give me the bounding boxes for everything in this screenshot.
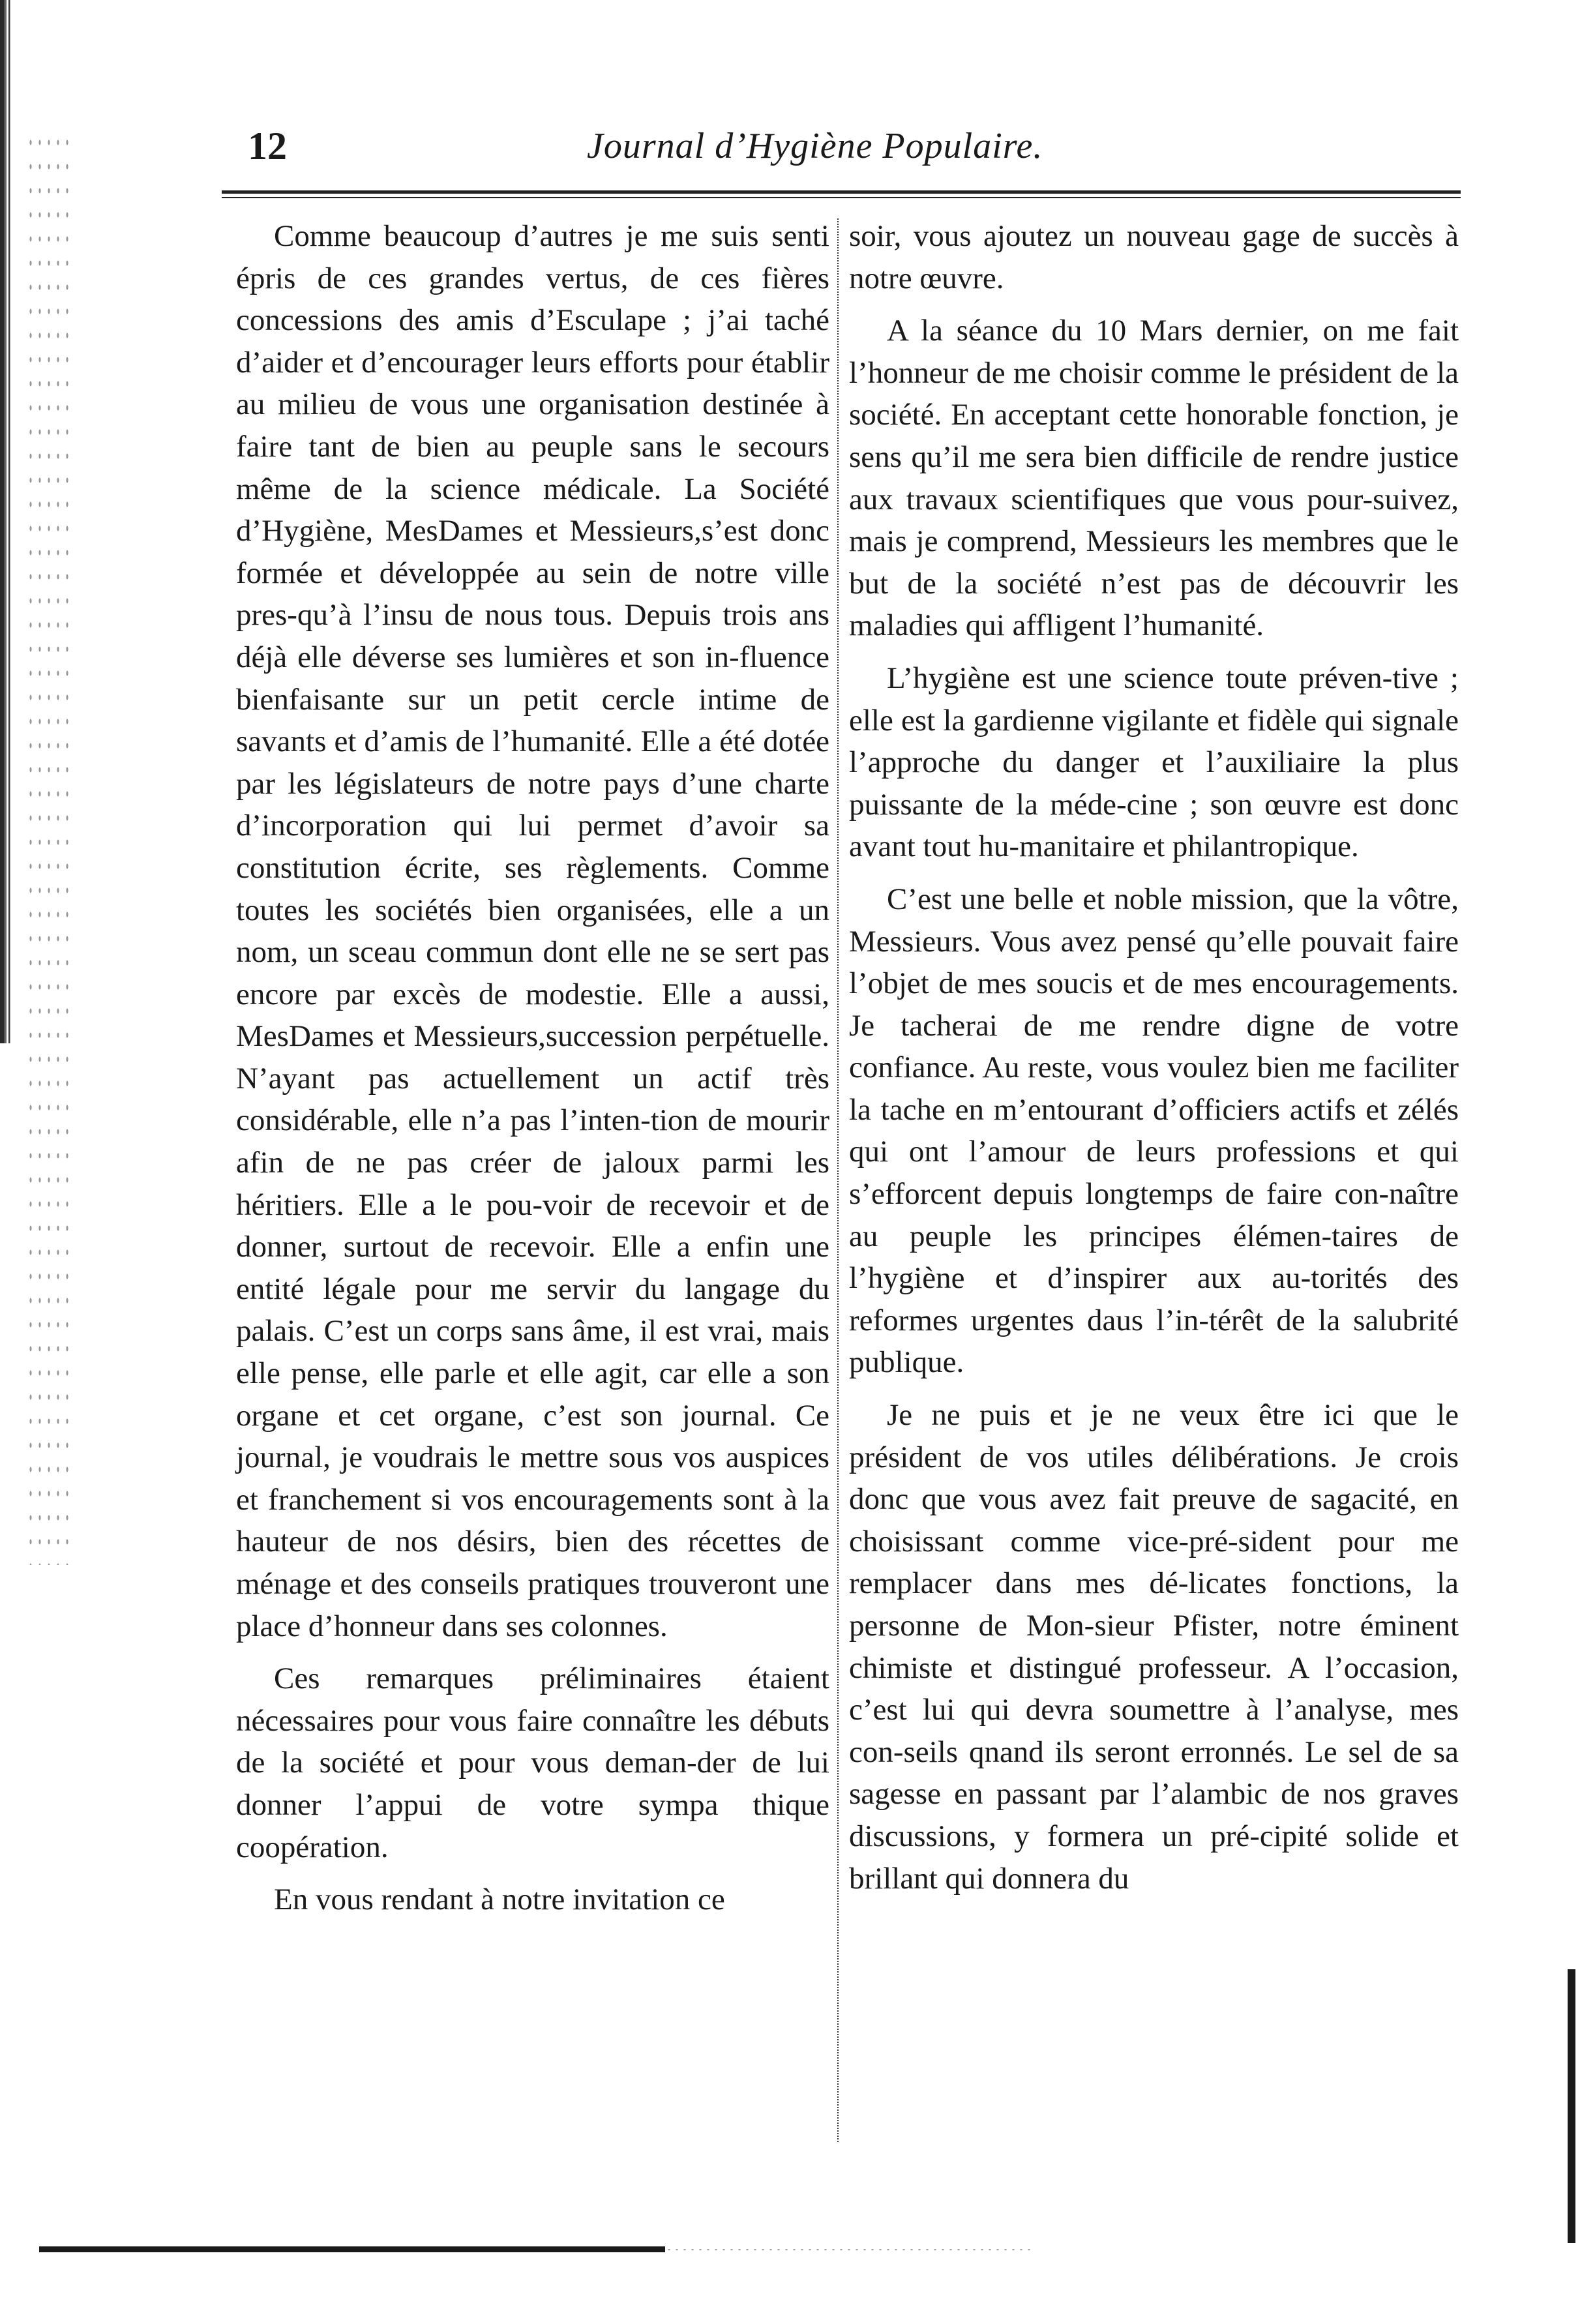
header-rule (222, 190, 1461, 194)
scan-bottom-rule-artifact (39, 2246, 665, 2252)
column-divider (837, 218, 839, 2142)
paragraph: Je ne puis et je ne veux être ici que le président de vos utiles délibérations. Je crois donc que vous avez fait preuve de sagacité, en choisissant comme vice-pré-sident pour me remplacer dans mes dé-licates fonctions, la personne de Mon-sieur Pfister, notre éminent chimiste et distingué professeur. A l’occasion, c’est lui qui devra soumettre à l’analyse, mes con-seils qnand ils seront erronnés. Le sel de sa sagesse en passant par l’alambic de nos graves discussions, y formera un pré-cipité solide et brillant qui donnera du (849, 1398, 1459, 1896)
scan-bottom-dots-artifact (665, 2248, 1030, 2251)
scan-right-bar-artifact (1568, 1969, 1575, 2243)
right-column (849, 215, 1459, 1910)
scan-edge-artifact (0, 0, 14, 1043)
left-column (236, 215, 829, 1931)
page-header (248, 117, 1461, 176)
paragraph: En vous rendant à notre invitation ce (274, 1883, 725, 1917)
paragraph: Comme beaucoup d’autres je me suis senti épris de ces grandes vertus, de ces fières concessions des amis d’Esculape ; j’ai taché d’aider et d’encourager leurs efforts pour établir au milieu de vous une organisation destinée à faire tant de bien au peuple sans le secours même de la science médicale. La Société d’Hygiène, MesDames et Messieurs,s’est donc formée et développée au sein de notre ville pres-qu’à l’insu de nous tous. Depuis trois ans déjà elle déverse ses lumières et son in-fluence bienfaisante sur un petit cercle intime de savants et d’amis de l’humanité. Elle a été dotée par les législateurs de notre pays d’une charte d’incorporation qui lui permet d’avoir sa constitution écrite, ses règlements. Comme toutes les sociétés bien organisées, elle a un nom, un sceau commun dont elle ne se sert pas encore par excès de modestie. Elle a aussi, MesDames et Messieurs,succession perpétuelle. N’ayant pas actuellement un actif très considérable, elle n’a pas l’inten-tion de mourir afin de ne pas créer de jaloux parmi les héritiers. Elle a le pou-voir de recevoir et de donner, surtout de recevoir. Elle a enfin une entité légale pour me servir du langage du palais. C’est un corps sans âme, il est vrai, mais elle pense, elle parle et elle agit, car elle a son organe et cet organe, c’est son journal. Ce journal, je voudrais le mettre sous vos auspices et franchement si vos encouragements sont à la hauteur de nos désirs, bien des récettes de ménage et des conseils pratiques trouveront une place d’honneur dans ses colonnes. (236, 219, 829, 1643)
paragraph: A la séance du 10 Mars dernier, on me fait l’honneur de me choisir comme le président de la société. En acceptant cette honorable fonction, je sens qu’il me sera bien difficile de rendre justice aux travaux scientifiques que vous pour-suivez, mais je comprend, Messieurs les membres que le but de la société n’est pas de découvrir les maladies qui affligent l’humanité. (849, 314, 1459, 643)
paragraph: L’hygiène est une science toute préven-tive ; elle est la gardienne vigilante et fidèle qui signale l’approche du danger et l’auxiliaire la plus puissante de la méde-cine ; son œuvre est donc avant tout hu-manitaire et philantropique. (849, 661, 1459, 864)
paragraph-continuation: soir, vous ajoutez un nouveau gage de succès à notre œuvre. (849, 219, 1459, 295)
scan-specks-artifact (26, 130, 72, 1565)
paragraph: Ces remarques préliminaires étaient nécessaires pour vous faire connaître les débuts de la société et pour vous deman-der de lui donner l’appui de votre sympa thique coopération. (236, 1661, 829, 1864)
paragraph: C’est une belle et noble mission, que la vôtre, Messieurs. Vous avez pensé qu’elle pouvait faire l’objet de mes soucis et de mes encouragements. Je tacherai de me rendre digne de votre confiance. Au reste, vous voulez bien me faciliter la tache en m’entourant d’officiers actifs et zélés qui ont l’amour de leurs professions et qui s’efforcent depuis longtemps de faire con-naître au peuple les principes élémen-taires de l’hygiène et d’inspirer aux au-torités des reformes urgentes daus l’in-térêt de la salubrité publique. (849, 882, 1459, 1380)
header-rule-thin (222, 197, 1461, 198)
running-title: Journal d’Hygiène Populaire. (587, 126, 1043, 166)
page-number: 12 (248, 125, 287, 168)
